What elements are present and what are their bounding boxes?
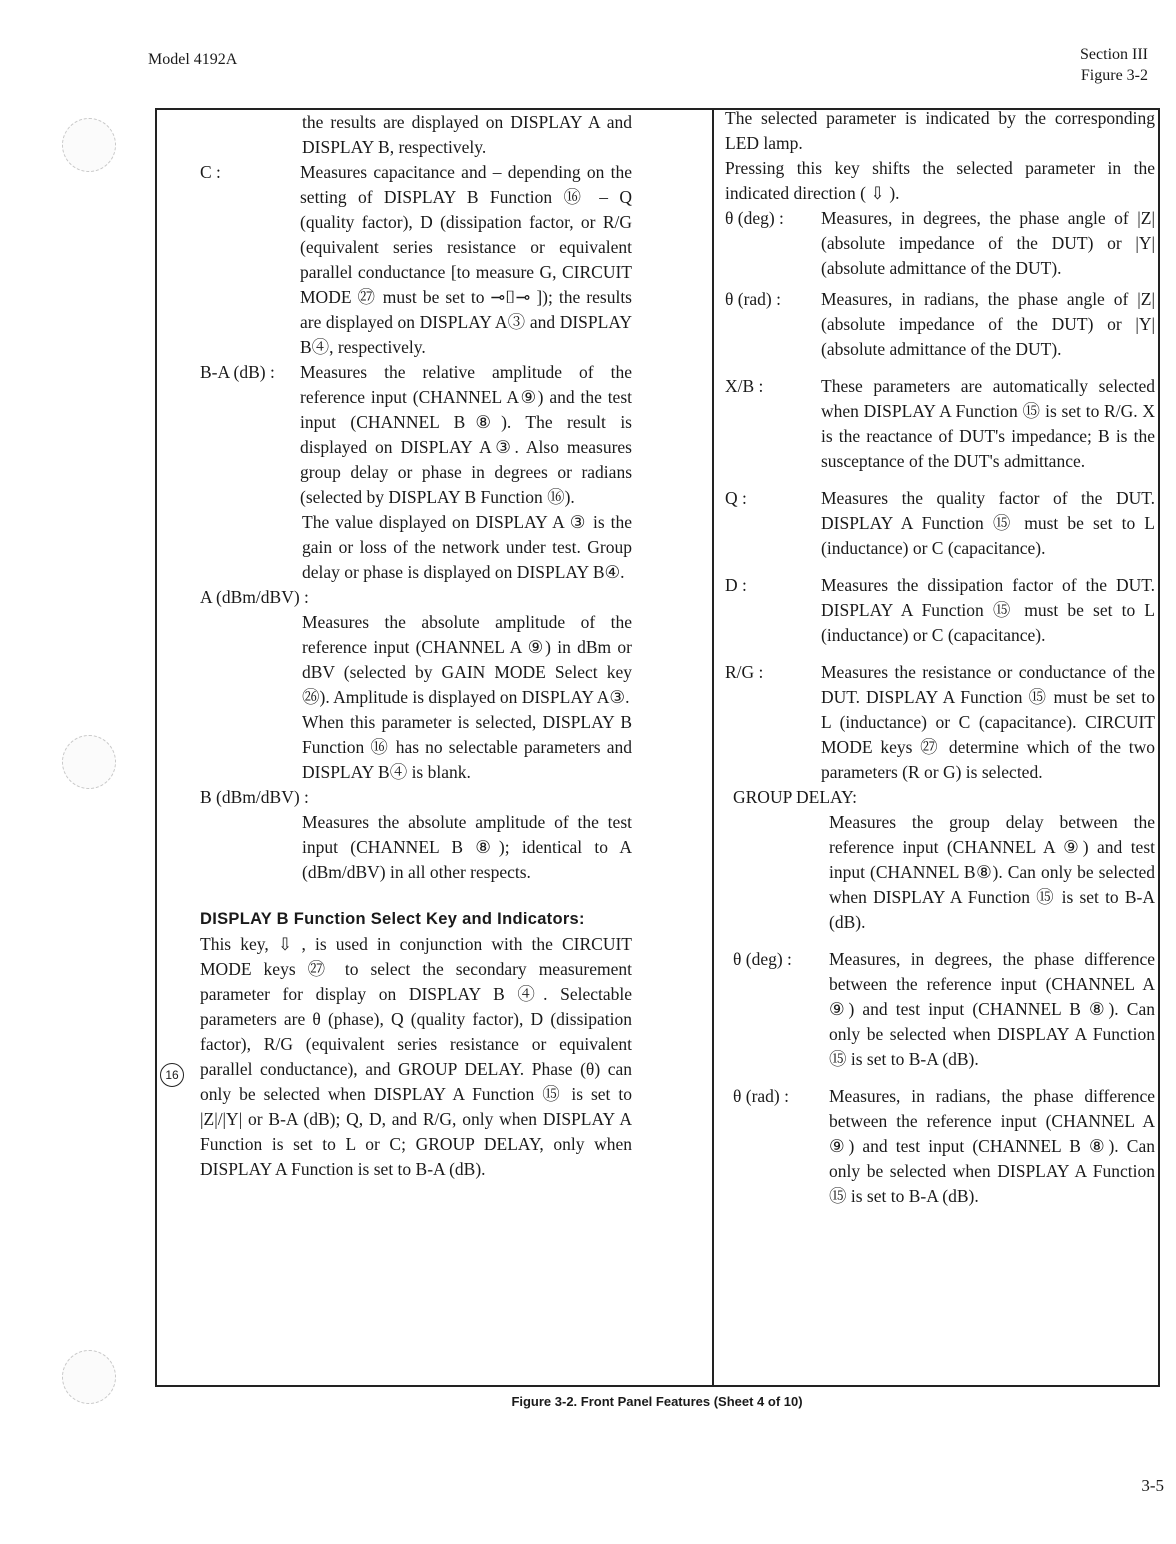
- term-definition: Measures capacitance and – depending on the setting of DISPLAY B Function ⑯ – Q (quality factor), D (dissipation factor, or R/G (equivalent series resistance or equivalent parallel conductance [to measure G, CIRCUIT MODE ㉗ must be set to ⊸⌷⊸ ]); the results are displayed on DISPLAY A③ and DISPLAY B④, respectively.: [300, 162, 632, 357]
- term-label: C :: [200, 162, 221, 182]
- term-label: θ (rad) :: [725, 289, 781, 309]
- term-q: [725, 486, 1155, 561]
- direction-text: Pressing this key shifts the selected parameter in the indicated direction ( ⇩ ).: [725, 158, 1155, 203]
- term-definition: Measures the relative amplitude of the reference input (CHANNEL A⑨) and the test input (CHANNEL B⑧). The result is displayed on DISPLAY A③. Also measures group delay or phase in degrees or radians (selected by DISPLAY B Function ⑯).: [300, 362, 632, 507]
- term-theta-rad: [725, 287, 1155, 362]
- led-text: The selected parameter is indicated by the corresponding LED lamp.: [725, 108, 1155, 153]
- term-definition-continued: The value displayed on DISPLAY A ③ is the gain or loss of the network under test. Group delay or phase is displayed on DISPLAY B④.: [302, 512, 632, 582]
- punch-hole: [62, 118, 116, 172]
- term-definition: Measures the quality factor of the DUT. DISPLAY A Function ⑮ must be set to L (inductance) or C (capacitance).: [821, 488, 1155, 558]
- section-title: DISPLAY B Function Select Key and Indicators:: [200, 910, 585, 928]
- term-b-dbm: B (dBm/dBV) :: [200, 787, 309, 807]
- right-column: [725, 106, 1155, 1209]
- term-label: D :: [725, 575, 747, 595]
- figure-caption: Figure 3-2. Front Panel Features (Sheet 4 of 10): [511, 1394, 803, 1409]
- term-label: θ (rad) :: [733, 1086, 789, 1106]
- intro-text: the results are displayed on DISPLAY A and DISPLAY B, respectively.: [302, 112, 632, 157]
- term-definition: Measures the absolute amplitude of the test input (CHANNEL B ⑧); identical to A (dBm/dBV) in all other respects.: [302, 812, 632, 882]
- term-group-delay: GROUP DELAY:: [733, 787, 857, 807]
- figure-label: Figure 3-2: [1080, 67, 1148, 84]
- model-header: Model 4192A: [148, 51, 238, 68]
- section-body: This key, ⇩ , is used in conjunction with the CIRCUIT MODE keys ㉗ to select the secondary measurement parameter for display on DISPLAY B ④. Selectable parameters are θ (phase), Q (quality factor), D (dissipation factor), R/G (equivalent series resistance or equivalent parallel conductance), and GROUP DELAY. Phase (θ) can only be selected when DISPLAY A Function ⑮ is set to |Z|/|Y| or B-A (dB); Q, D, and R/G, only when DISPLAY A Function is set to L or C; GROUP DELAY, only when DISPLAY A Function is set to B-A (dB).: [200, 934, 632, 1179]
- column-divider: [712, 110, 714, 1386]
- term-definition: Measures, in degrees, the phase angle of |Z| (absolute impedance of the DUT) or |Y| (absolute admittance of the DUT).: [821, 208, 1155, 278]
- term-label: θ (deg) :: [725, 208, 784, 228]
- term-definition: Measures, in radians, the phase difference between the reference input (CHANNEL A ⑨) and test input (CHANNEL B ⑧). Can only be selected when DISPLAY A Function ⑮ is set to B-A (dB).: [829, 1086, 1155, 1206]
- term-x-b: [725, 374, 1155, 474]
- term-phase-deg: [725, 947, 1155, 1072]
- term-definition: Measures, in degrees, the phase difference between the reference input (CHANNEL A ⑨) and test input (CHANNEL B ⑧). Can only be selected when DISPLAY A Function ⑮ is set to B-A (dB).: [829, 949, 1155, 1069]
- term-theta-deg: [725, 206, 1155, 281]
- term-label: Q :: [725, 488, 747, 508]
- section-header: [1080, 44, 1148, 86]
- left-column: [200, 110, 632, 1182]
- term-definition: Measures the absolute amplitude of the reference input (CHANNEL A ⑨) in dBm or dBV (selected by GAIN MODE Select key ㉖). Amplitude is displayed on DISPLAY A③.: [302, 612, 632, 707]
- term-d: [725, 573, 1155, 648]
- term-definition-continued: When this parameter is selected, DISPLAY B Function ⑯ has no selectable parameters and DISPLAY B④ is blank.: [302, 712, 632, 782]
- term-r-g: [725, 660, 1155, 785]
- section-label: Section III: [1080, 46, 1148, 63]
- term-phase-rad: [725, 1084, 1155, 1209]
- term-label: R/G :: [725, 662, 764, 682]
- item-number-badge: 16: [160, 1063, 184, 1087]
- punch-hole: [62, 735, 116, 789]
- term-definition: Measures the group delay between the reference input (CHANNEL A ⑨) and test input (CHANNEL B⑧). Can only be selected when DISPLAY A Function ⑮ is set to B-A (dB).: [829, 812, 1155, 932]
- term-label: θ (deg) :: [733, 949, 792, 969]
- term-label: X/B :: [725, 376, 764, 396]
- term-b-a-db: [200, 360, 632, 510]
- term-definition: Measures the dissipation factor of the DUT. DISPLAY A Function ⑮ must be set to L (inductance) or C (capacitance).: [821, 575, 1155, 645]
- term-a-dbm: A (dBm/dBV) :: [200, 587, 309, 607]
- term-definition: These parameters are automatically selected when DISPLAY A Function ⑮ is set to R/G. X is the reactance of DUT's impedance; B is the susceptance of the DUT's admittance.: [821, 376, 1155, 471]
- term-definition: Measures, in radians, the phase angle of |Z| (absolute impedance of the DUT) or |Y| (absolute admittance of the DUT).: [821, 289, 1155, 359]
- term-definition: Measures the resistance or conductance of the DUT. DISPLAY A Function ⑮ must be set to L (inductance) or C (capacitance). CIRCUIT MODE keys ㉗ determine which of the two parameters (R or G) is selected.: [821, 662, 1155, 782]
- term-c: [200, 160, 632, 360]
- page-number: 3-5: [1141, 1476, 1164, 1495]
- term-label: B-A (dB) :: [200, 362, 275, 382]
